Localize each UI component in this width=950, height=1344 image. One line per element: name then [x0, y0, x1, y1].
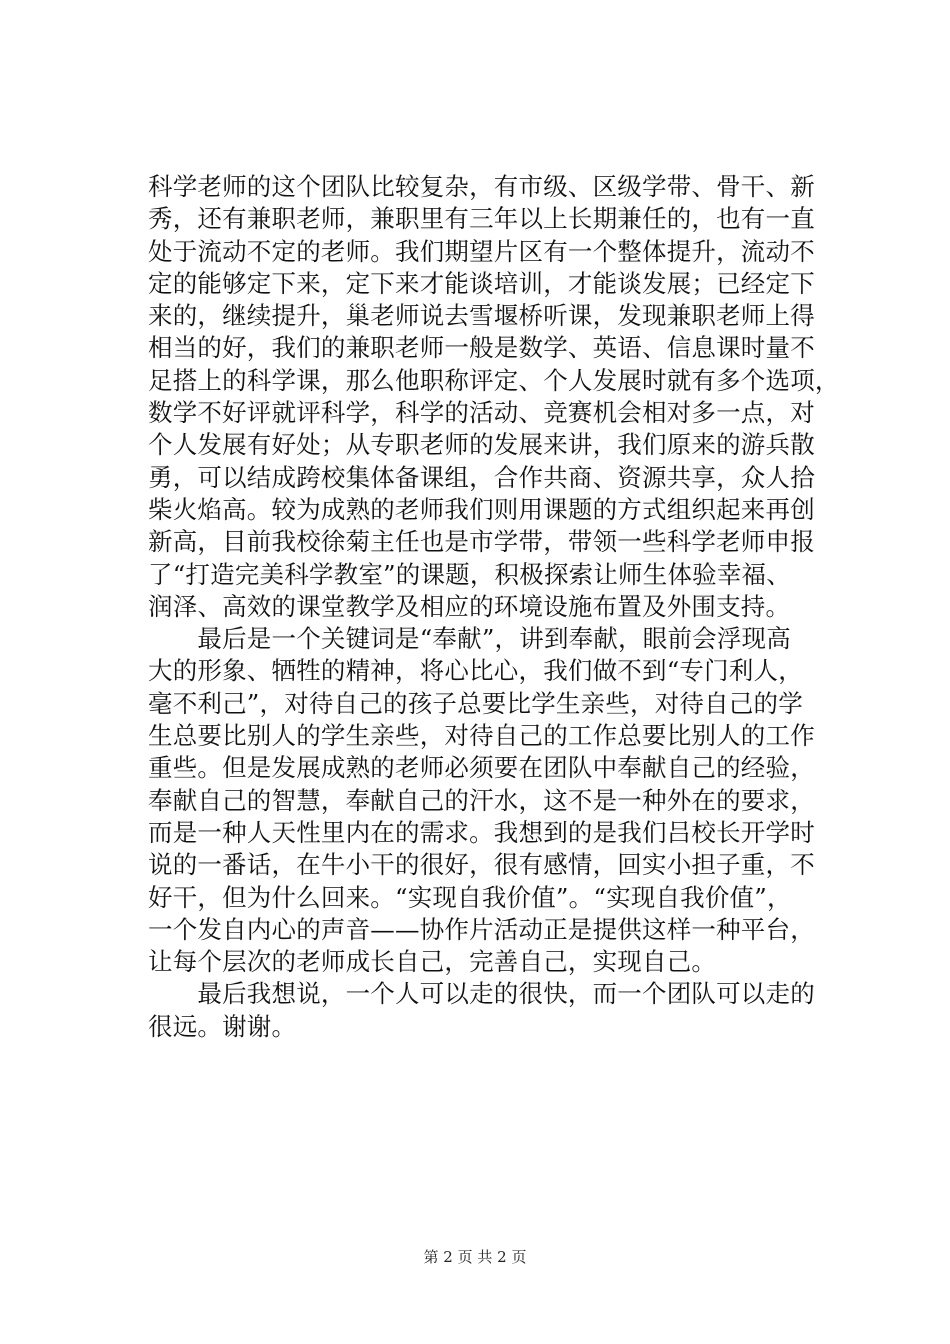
text-line: 相当的好，我们的兼职老师一般是数学、英语、信息课时量不 [148, 333, 815, 363]
text-line: 而是一种人天性里内在的需求。我想到的是我们吕校长开学时 [148, 817, 815, 847]
text-line: 处于流动不定的老师。我们期望片区有一个整体提升，流动不 [148, 236, 815, 266]
text-line: 最后是一个关键词是“奉献”，讲到奉献，眼前会浮现高 [148, 624, 791, 654]
text-line: 大的形象、牺牲的精神，将心比心，我们做不到“专门利人， [148, 656, 803, 686]
body-text [148, 171, 838, 1043]
text-line: 说的一番话，在牛小干的很好，很有感情，回实小担子重，不 [148, 850, 815, 880]
text-line: 科学老师的这个团队比较复杂，有市级、区级学带、骨干、新 [148, 172, 815, 201]
text-line: 润泽、高效的课堂教学及相应的环境设施布置及外围支持。 [148, 591, 791, 621]
text-line: 定的能够定下来，定下来才能谈培训，才能谈发展；已经定下 [148, 268, 815, 298]
text-line: 好干，但为什么回来。“实现自我价值”。“实现自我价值”， [148, 882, 792, 912]
page-footer [0, 1246, 950, 1267]
text-line: 最后我想说，一个人可以走的很快，而一个团队可以走的 [148, 979, 815, 1009]
text-line: 秀，还有兼职老师，兼职里有三年以上长期兼任的，也有一直 [148, 204, 815, 234]
text-line: 新高，目前我校徐菊主任也是市学带，带领一些科学老师申报 [148, 527, 815, 557]
text-line: 奉献自己的智慧，奉献自己的汗水，这不是一种外在的要求， [148, 785, 815, 815]
text-line: 勇，可以结成跨校集体备课组，合作共商、资源共享，众人拾 [148, 462, 815, 492]
text-line: 让每个层次的老师成长自己，完善自己，实现自己。 [148, 947, 717, 977]
text-line: 了“打造完美科学教室”的课题，积极探索让师生体验幸福、 [148, 559, 791, 589]
text-line: 数学不好评就评科学，科学的活动、竞赛机会相对多一点，对 [148, 398, 815, 428]
text-line: 很远。谢谢。 [148, 1011, 297, 1041]
text-line: 重些。但是发展成熟的老师必须要在团队中奉献自己的经验， [148, 753, 815, 783]
text-line: 一个发自内心的声音——协作片活动正是提供这样一种平台， [148, 914, 815, 944]
page-number-label: 第 2 页 共 2 页 [423, 1248, 527, 1266]
text-line: 个人发展有好处；从专职老师的发展来讲，我们原来的游兵散 [148, 430, 815, 460]
text-line: 毫不利己”，对待自己的孩子总要比学生亲些，对待自己的学 [148, 688, 803, 718]
text-line: 生总要比别人的学生亲些，对待自己的工作总要比别人的工作 [148, 721, 815, 751]
text-line: 足搭上的科学课，那么他职称评定、个人发展时就有多个选项， [148, 365, 840, 395]
text-line: 柴火焰高。较为成熟的老师我们则用课题的方式组织起来再创 [148, 494, 815, 524]
text-line: 来的，继续提升，巢老师说去雪堰桥听课，发现兼职老师上得 [148, 301, 815, 331]
